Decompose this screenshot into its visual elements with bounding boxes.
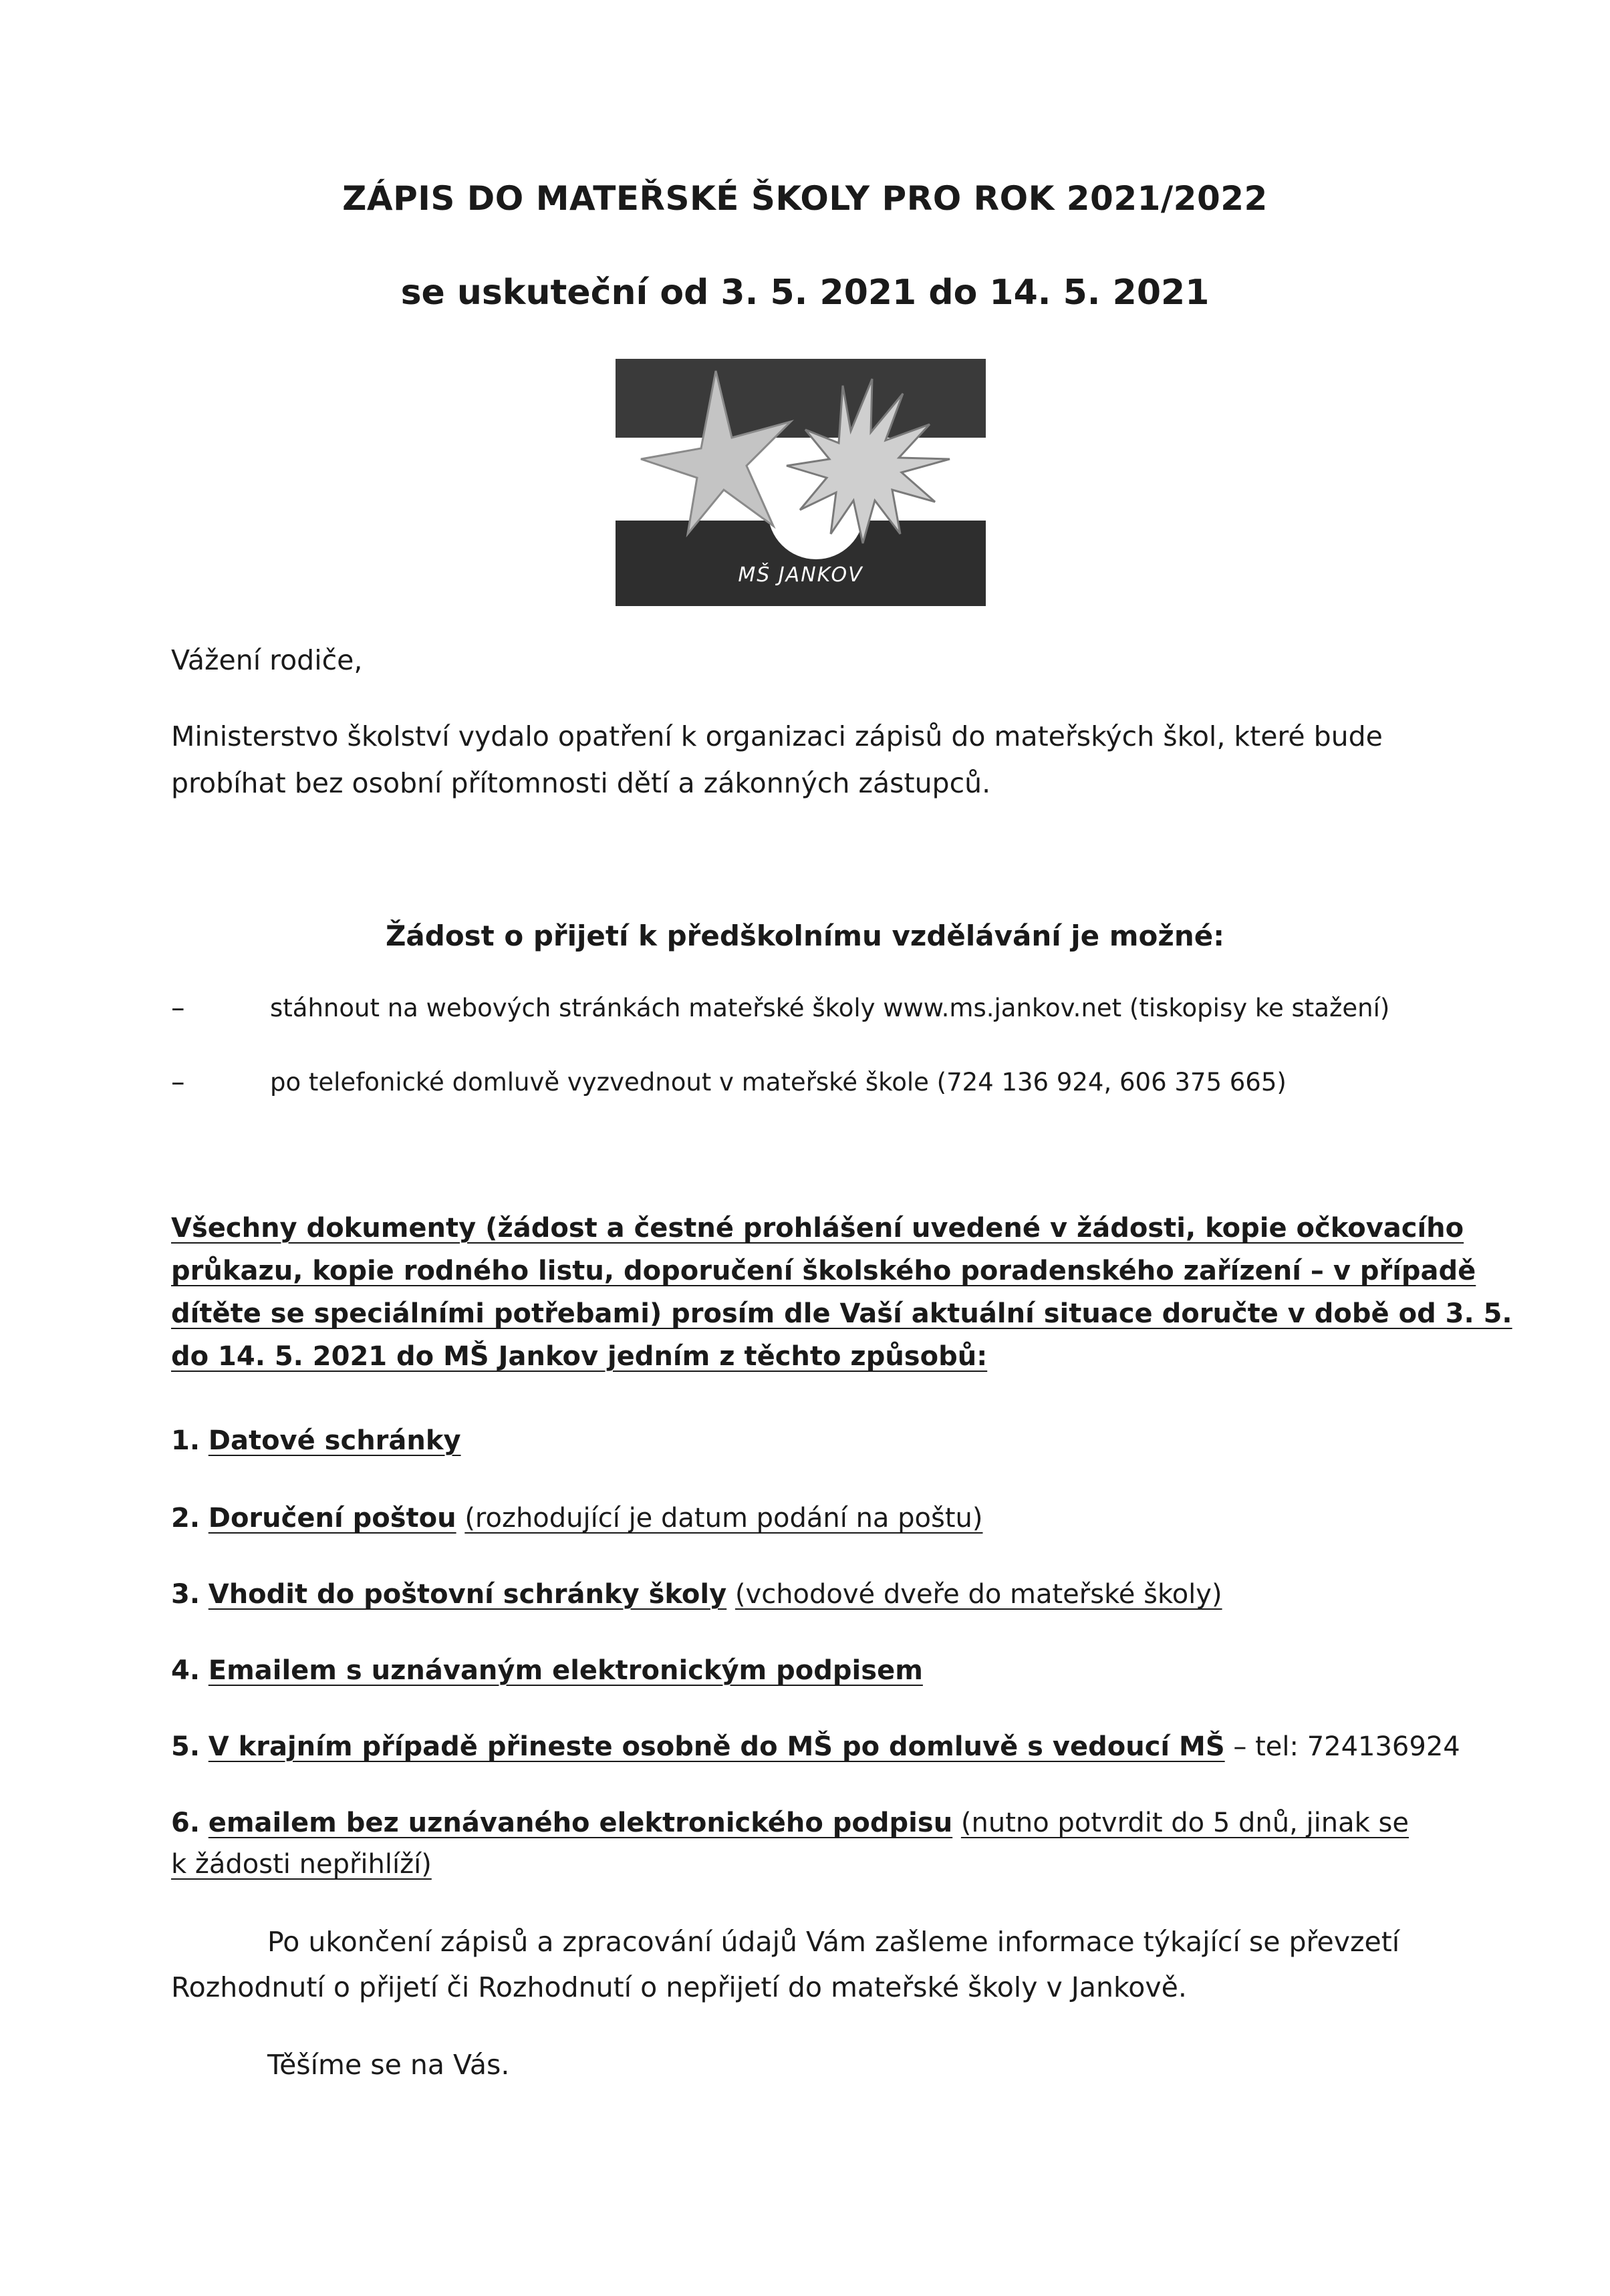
option-label: emailem bez uznávaného elektronického podpisu (208, 1808, 953, 1838)
intro-line: Ministerstvo školství vydalo opatření k organizaci zápisů do mateřských škol, které bude (171, 720, 1383, 752)
option-label: Emailem s uznávaným elektronickým podpisem (208, 1655, 923, 1686)
option-number: 4. (171, 1655, 200, 1686)
delivery-option-1 (171, 1419, 461, 1462)
closing-line: Rozhodnutí o přijetí či Rozhodnutí o nepřijetí do mateřské školy v Jankově. (171, 1971, 1187, 2003)
delivery-option-6 (171, 1802, 1409, 1844)
option-note: – tel: 724136924 (1233, 1731, 1460, 1762)
delivery-option-4 (171, 1649, 923, 1692)
option-label: Datové schránky (208, 1425, 461, 1456)
option-note: k žádosti nepřihlíží) (171, 1849, 432, 1880)
farewell: Těšíme se na Vás. (267, 2049, 510, 2081)
bullet-pickup: po telefonické domluvě vyzvednout v mateřské škole (724 136 924, 606 375 665) (270, 1068, 1287, 1097)
intro-line: probíhat bez osobní přítomnosti dětí a zákonných zástupců. (171, 767, 991, 799)
option-note: (vchodové dveře do mateřské školy) (734, 1579, 1222, 1610)
bullet-dash: – (171, 1066, 185, 1098)
option-label: Vhodit do poštovní schránky školy (208, 1579, 727, 1610)
logo-graphic (616, 359, 986, 606)
closing-line: Po ukončení zápisů a zpracování údajů Vám zašleme informace týkající se převzetí (267, 1926, 1400, 1958)
option-number: 3. (171, 1579, 200, 1610)
request-heading: Žádost o přijetí k předškolnímu vzdělávání je možné: (385, 919, 1225, 952)
option-number: 2. (171, 1503, 200, 1534)
documents-paragraph-line: Všechny dokumenty (žádost a čestné prohlášení uvedené v žádosti, kopie očkovacího (171, 1213, 1464, 1244)
school-logo (616, 359, 986, 606)
salutation: Vážení rodiče, (171, 644, 363, 676)
option-label: Doručení poštou (208, 1503, 456, 1534)
documents-paragraph-line: průkazu, kopie rodného listu, doporučení školského poradenského zařízení – v případě (171, 1256, 1476, 1286)
delivery-option-5 (171, 1725, 1460, 1768)
documents-paragraph-line: do 14. 5. 2021 do MŠ Jankov jedním z těchto způsobů: (171, 1341, 988, 1372)
option-number: 5. (171, 1731, 200, 1762)
document-subtitle: se uskuteční od 3. 5. 2021 do 14. 5. 2021 (400, 273, 1210, 313)
bullet-dash: – (171, 992, 185, 1024)
option-label: V krajním případě přineste osobně do MŠ po domluvě s vedoucí MŠ (208, 1731, 1225, 1762)
document-title: ZÁPIS DO MATEŘSKÉ ŠKOLY PRO ROK 2021/2022 (342, 179, 1268, 218)
delivery-option-6-continued (171, 1843, 432, 1886)
option-note: (nutno potvrdit do 5 dnů, jinak se (960, 1808, 1409, 1838)
logo-label: MŠ JANKOV (738, 563, 863, 587)
documents-paragraph-line: dítěte se speciálními potřebami) prosím dle Vaší aktuální situace doručte v době od 3. 5. (171, 1298, 1512, 1329)
option-number: 6. (171, 1808, 200, 1838)
delivery-option-2 (171, 1497, 983, 1540)
option-number: 1. (171, 1425, 200, 1456)
bullet-download: stáhnout na webových stránkách mateřské školy www.ms.jankov.net (tiskopisy ke stažení) (270, 994, 1390, 1022)
option-note: (rozhodující je datum podání na poštu) (464, 1503, 983, 1534)
delivery-option-3 (171, 1573, 1222, 1616)
